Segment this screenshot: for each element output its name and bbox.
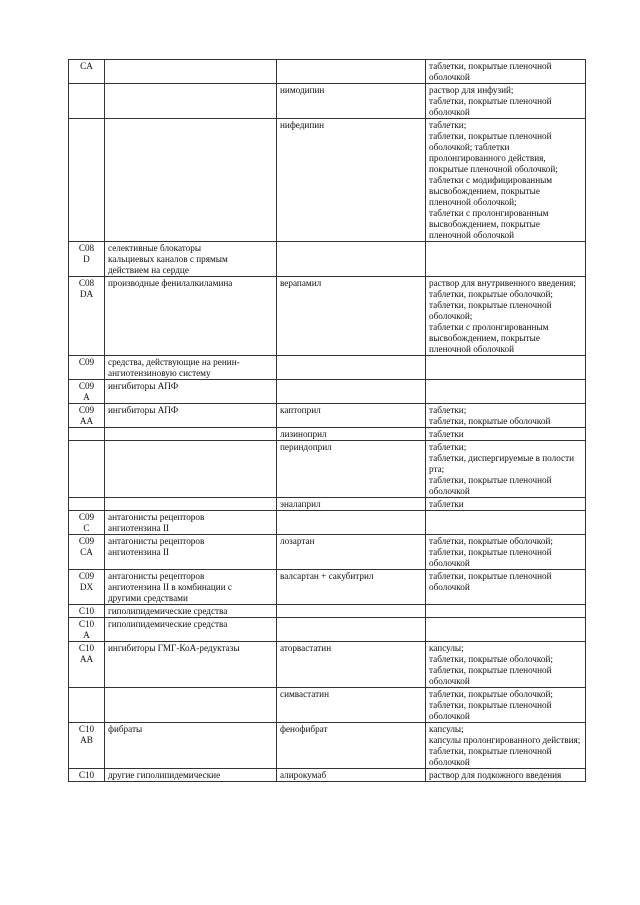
dosage-forms-cell bbox=[426, 380, 586, 404]
table-row bbox=[69, 498, 586, 511]
group-name-cell: антагонисты рецепторов ангиотензина II в комбинации с другими средствами bbox=[105, 570, 277, 605]
atc-code-cell bbox=[69, 119, 105, 242]
drug-name-cell: валсартан + сакубитрил bbox=[277, 570, 426, 605]
dosage-forms-cell bbox=[426, 511, 586, 535]
atc-code-cell: C10 bbox=[69, 605, 105, 618]
drug-name-cell: лозартан bbox=[277, 535, 426, 570]
dosage-forms-cell bbox=[426, 356, 586, 380]
group-name-cell bbox=[105, 441, 277, 498]
group-name-cell: антагонисты рецепторов ангиотензина II bbox=[105, 511, 277, 535]
atc-code-cell: C08 DA bbox=[69, 277, 105, 356]
drug-name-cell: алирокумаб bbox=[277, 769, 426, 782]
table-body bbox=[69, 60, 586, 782]
table-row bbox=[69, 404, 586, 428]
dosage-forms-cell: капсулы; капсулы пролонгированного действия; таблетки, покрытые пленочной оболочкой bbox=[426, 723, 586, 769]
drug-name-cell: каптоприл bbox=[277, 404, 426, 428]
table-row bbox=[69, 84, 586, 119]
table-row bbox=[69, 441, 586, 498]
atc-code-cell: C10 A bbox=[69, 618, 105, 642]
group-name-cell: гиполипидемические средства bbox=[105, 618, 277, 642]
drug-name-cell bbox=[277, 60, 426, 84]
group-name-cell: ингибиторы ГМГ-КоА-редуктазы bbox=[105, 642, 277, 688]
dosage-forms-cell: таблетки, покрытые пленочной оболочкой bbox=[426, 60, 586, 84]
dosage-forms-cell: раствор для внутривенного введения; таблетки, покрытые оболочкой; таблетки, покрытые пленочной оболочкой; таблетки с пролонгированным высвобождением, покрытые пленочной оболочкой bbox=[426, 277, 586, 356]
group-name-cell bbox=[105, 428, 277, 441]
drug-name-cell: нимодипин bbox=[277, 84, 426, 119]
dosage-forms-cell: таблетки; таблетки, покрытые пленочной оболочкой; таблетки пролонгированного действия, покрытые пленочной оболочкой; таблетки с модифицированным высвобождением, покрытые пленочной оболочкой; таблетки с пролонгированным высвобождением, покрытые пленочной оболочкой bbox=[426, 119, 586, 242]
dosage-forms-cell bbox=[426, 242, 586, 277]
drug-name-cell: периндоприл bbox=[277, 441, 426, 498]
drug-name-cell: верапамил bbox=[277, 277, 426, 356]
drug-name-cell bbox=[277, 356, 426, 380]
atc-code-cell: C09 CA bbox=[69, 535, 105, 570]
table-row bbox=[69, 688, 586, 723]
group-name-cell: фибраты bbox=[105, 723, 277, 769]
drug-name-cell: симвастатин bbox=[277, 688, 426, 723]
atc-code-cell: C09 DX bbox=[69, 570, 105, 605]
table-row bbox=[69, 769, 586, 782]
dosage-forms-cell: раствор для подкожного введения bbox=[426, 769, 586, 782]
atc-code-cell bbox=[69, 498, 105, 511]
drug-name-cell bbox=[277, 242, 426, 277]
table-row bbox=[69, 356, 586, 380]
atc-code-cell bbox=[69, 688, 105, 723]
dosage-forms-cell: капсулы; таблетки, покрытые оболочкой; таблетки, покрытые пленочной оболочкой bbox=[426, 642, 586, 688]
group-name-cell: ингибиторы АПФ bbox=[105, 404, 277, 428]
table-row bbox=[69, 618, 586, 642]
drug-name-cell bbox=[277, 605, 426, 618]
table-row bbox=[69, 723, 586, 769]
table-row bbox=[69, 119, 586, 242]
document-page bbox=[68, 59, 585, 782]
table-row bbox=[69, 642, 586, 688]
atc-code-cell: CA bbox=[69, 60, 105, 84]
table-row bbox=[69, 605, 586, 618]
drug-name-cell bbox=[277, 511, 426, 535]
table-row bbox=[69, 242, 586, 277]
table-row bbox=[69, 277, 586, 356]
dosage-forms-cell: раствор для инфузий; таблетки, покрытые пленочной оболочкой bbox=[426, 84, 586, 119]
group-name-cell bbox=[105, 60, 277, 84]
drug-name-cell: эналаприл bbox=[277, 498, 426, 511]
table-row bbox=[69, 535, 586, 570]
atc-code-cell: C08 D bbox=[69, 242, 105, 277]
atc-code-cell: C10 AB bbox=[69, 723, 105, 769]
table-row bbox=[69, 60, 586, 84]
atc-code-cell bbox=[69, 428, 105, 441]
atc-code-cell: C10 bbox=[69, 769, 105, 782]
dosage-forms-cell: таблетки bbox=[426, 498, 586, 511]
dosage-forms-cell bbox=[426, 618, 586, 642]
medication-table bbox=[68, 59, 586, 782]
table-row bbox=[69, 380, 586, 404]
group-name-cell bbox=[105, 498, 277, 511]
drug-name-cell: нифедипин bbox=[277, 119, 426, 242]
dosage-forms-cell: таблетки, покрытые оболочкой; таблетки, покрытые пленочной оболочкой bbox=[426, 688, 586, 723]
atc-code-cell: C09 AA bbox=[69, 404, 105, 428]
dosage-forms-cell: таблетки; таблетки, покрытые оболочкой bbox=[426, 404, 586, 428]
atc-code-cell bbox=[69, 441, 105, 498]
group-name-cell: гиполипидемические средства bbox=[105, 605, 277, 618]
group-name-cell: селективные блокаторы кальциевых каналов с прямым действием на сердце bbox=[105, 242, 277, 277]
group-name-cell: производные фенилалкиламина bbox=[105, 277, 277, 356]
group-name-cell bbox=[105, 84, 277, 119]
atc-code-cell: C09 bbox=[69, 356, 105, 380]
drug-name-cell bbox=[277, 618, 426, 642]
drug-name-cell: фенофибрат bbox=[277, 723, 426, 769]
drug-name-cell: аторвастатин bbox=[277, 642, 426, 688]
atc-code-cell: C09 A bbox=[69, 380, 105, 404]
dosage-forms-cell: таблетки, покрытые пленочной оболочкой bbox=[426, 570, 586, 605]
table-row bbox=[69, 570, 586, 605]
drug-name-cell: лизиноприл bbox=[277, 428, 426, 441]
table-row bbox=[69, 428, 586, 441]
atc-code-cell bbox=[69, 84, 105, 119]
dosage-forms-cell: таблетки, покрытые оболочкой; таблетки, покрытые пленочной оболочкой bbox=[426, 535, 586, 570]
table-row bbox=[69, 511, 586, 535]
group-name-cell bbox=[105, 688, 277, 723]
group-name-cell: средства, действующие на ренин- ангиотензиновую систему bbox=[105, 356, 277, 380]
atc-code-cell: C09 C bbox=[69, 511, 105, 535]
dosage-forms-cell bbox=[426, 605, 586, 618]
atc-code-cell: C10 AA bbox=[69, 642, 105, 688]
group-name-cell: ингибиторы АПФ bbox=[105, 380, 277, 404]
dosage-forms-cell: таблетки; таблетки, диспергируемые в полости рта; таблетки, покрытые пленочной оболочкой bbox=[426, 441, 586, 498]
group-name-cell bbox=[105, 119, 277, 242]
group-name-cell: другие гиполипидемические bbox=[105, 769, 277, 782]
dosage-forms-cell: таблетки bbox=[426, 428, 586, 441]
drug-name-cell bbox=[277, 380, 426, 404]
group-name-cell: антагонисты рецепторов ангиотензина II bbox=[105, 535, 277, 570]
